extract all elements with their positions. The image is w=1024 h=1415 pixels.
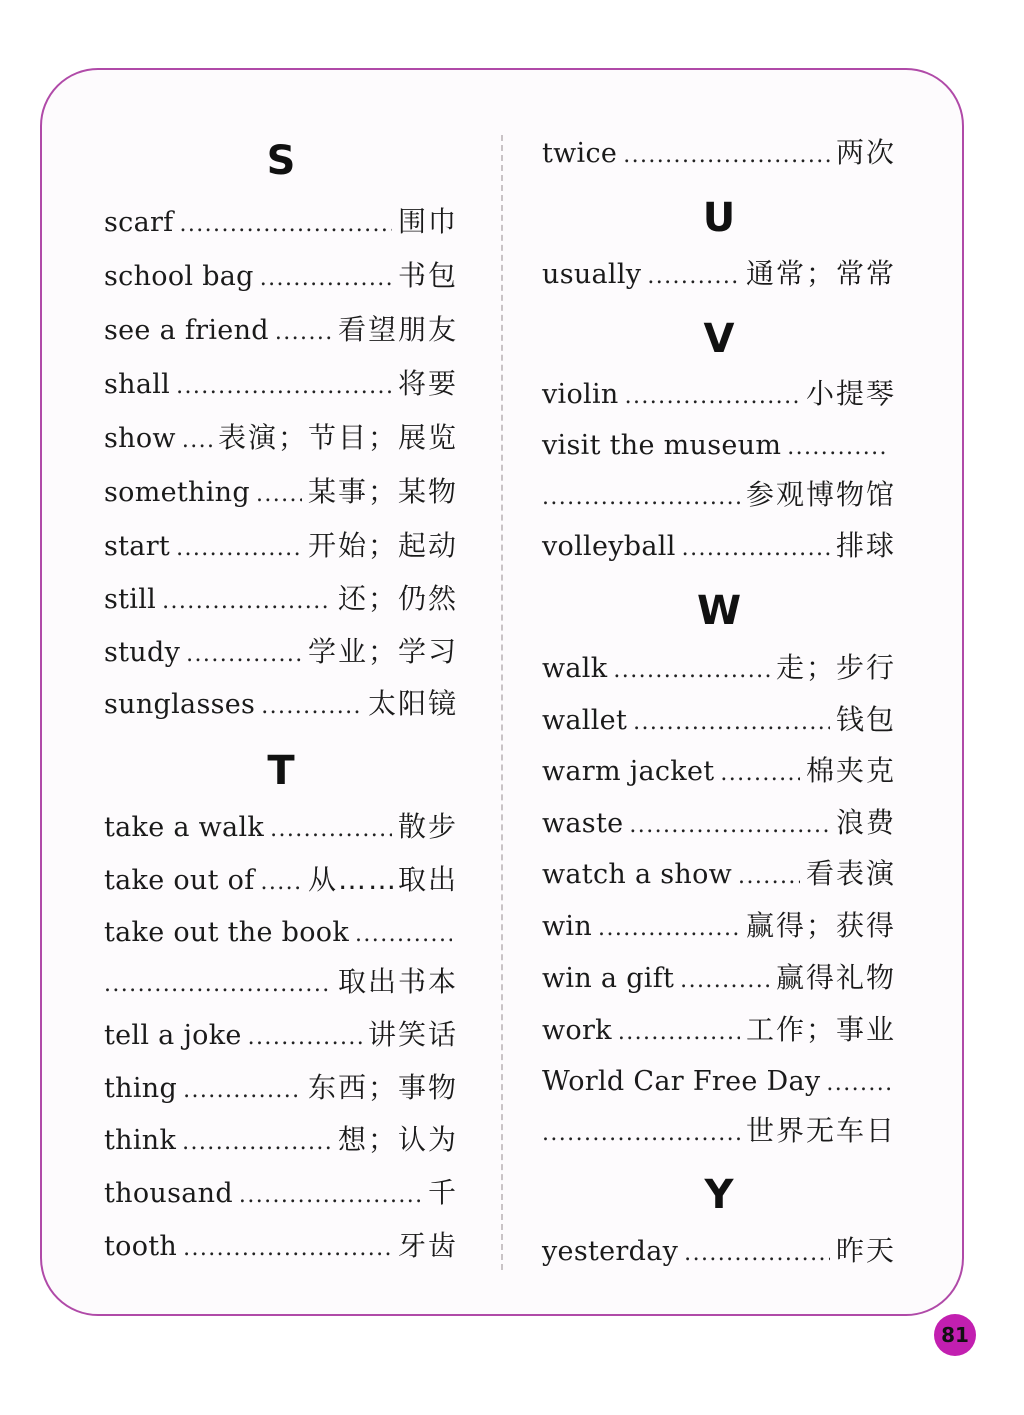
dot-leader [176, 367, 392, 407]
vocab-entry [104, 1120, 458, 1160]
vocab-entry [104, 526, 458, 566]
chinese-meaning: 书包 [397, 259, 458, 292]
vocab-entry [104, 684, 458, 724]
section-letter-t: T [267, 748, 295, 794]
chinese-meaning: 从……取出 [307, 863, 458, 896]
chinese-meaning: 表演；节目；展览 [217, 421, 458, 454]
vocab-entry [104, 256, 458, 296]
english-word: take out of [104, 865, 255, 896]
vocab-entry [104, 632, 458, 672]
chinese-meaning: 棉夹克 [805, 754, 896, 787]
dot-leader [787, 428, 890, 468]
vocab-entry [542, 803, 896, 843]
chinese-meaning: 想；认为 [337, 1123, 458, 1156]
vocab-entry [542, 648, 896, 688]
dot-leader [682, 529, 830, 569]
vocab-entry [542, 906, 896, 946]
vocab-entry [542, 254, 896, 294]
dot-leader [261, 687, 362, 727]
vocab-entry [542, 1010, 896, 1050]
chinese-meaning: 赢得；获得 [745, 909, 896, 942]
english-word: thing [104, 1073, 178, 1104]
english-word: think [104, 1125, 177, 1156]
dot-leader [542, 1114, 740, 1154]
section-letter-u: U [702, 195, 736, 241]
english-word: warm jacket [542, 756, 715, 787]
dot-leader [738, 857, 800, 897]
dot-leader [625, 377, 800, 417]
vocab-entry [104, 913, 458, 953]
english-word: sunglasses [104, 689, 256, 720]
english-word: visit the museum [542, 430, 782, 461]
english-word: win [542, 911, 593, 942]
dot-leader [623, 136, 830, 176]
chinese-meaning: 小提琴 [805, 377, 896, 410]
page-number: 81 [934, 1314, 976, 1356]
chinese-meaning: 两次 [835, 136, 896, 169]
dot-leader [629, 806, 830, 846]
english-word: still [104, 584, 157, 615]
vocab-entry [104, 807, 458, 847]
section-letter-s: S [266, 138, 296, 184]
dot-leader [239, 1176, 422, 1216]
chinese-meaning: 通常；常常 [745, 257, 896, 290]
dot-leader [684, 1234, 830, 1274]
english-word: shall [104, 369, 171, 400]
vocab-entry [104, 579, 458, 619]
english-word: waste [542, 808, 624, 839]
vocab-entry [104, 1226, 458, 1266]
chinese-meaning: 千 [427, 1176, 458, 1209]
dot-leader [275, 313, 332, 353]
vocab-entry [104, 310, 458, 350]
column-divider [501, 135, 503, 1270]
vocab-entry [542, 700, 896, 740]
dot-leader [176, 529, 302, 569]
chinese-meaning: 钱包 [835, 703, 896, 736]
vocab-entry [542, 1111, 896, 1151]
chinese-meaning: 开始；起动 [307, 529, 458, 562]
english-word: yesterday [542, 1236, 679, 1267]
chinese-meaning: 牙齿 [397, 1229, 458, 1262]
vocab-entry [104, 202, 458, 242]
vocab-entry [104, 962, 458, 1002]
dot-leader [182, 421, 212, 461]
vocab-entry [542, 374, 896, 414]
vocab-entry [542, 1062, 896, 1102]
vocab-entry [104, 1015, 458, 1055]
vocab-entry [104, 418, 458, 458]
dot-leader [355, 915, 452, 955]
dot-leader [183, 1229, 392, 1269]
chinese-meaning: 工作；事业 [745, 1013, 896, 1046]
chinese-meaning: 围巾 [397, 205, 458, 238]
dot-leader [256, 475, 302, 515]
vocab-entry [104, 364, 458, 404]
dot-leader [186, 635, 302, 675]
chinese-meaning: 走；步行 [775, 651, 896, 684]
dot-leader [720, 754, 800, 794]
english-word: tell a joke [104, 1020, 242, 1051]
vocab-entry [542, 426, 896, 466]
chinese-meaning: 取出书本 [337, 965, 458, 998]
dot-leader [618, 1013, 740, 1053]
english-word: work [542, 1015, 612, 1046]
dot-leader [270, 810, 392, 850]
english-word: see a friend [104, 315, 269, 346]
english-word: twice [542, 138, 618, 169]
dot-leader [183, 1071, 302, 1111]
english-word: something [104, 477, 250, 508]
chinese-meaning: 还；仍然 [337, 582, 458, 615]
english-word: violin [542, 379, 619, 410]
dot-leader [598, 909, 740, 949]
chinese-meaning: 排球 [835, 529, 896, 562]
section-letter-v: V [703, 316, 735, 362]
dot-leader [633, 703, 830, 743]
english-word: start [104, 531, 171, 562]
english-word: take out the book [104, 917, 350, 948]
english-word: watch a show [542, 859, 733, 890]
dot-leader [182, 1123, 332, 1163]
dot-leader [647, 257, 740, 297]
vocab-entry [542, 958, 896, 998]
english-word: scarf [104, 207, 174, 238]
english-word: win a gift [542, 963, 675, 994]
chinese-meaning: 东西；事物 [307, 1071, 458, 1104]
english-word: thousand [104, 1178, 233, 1209]
vocab-entry [104, 860, 458, 900]
dot-leader [248, 1018, 362, 1058]
dot-leader [260, 259, 392, 299]
dot-leader [104, 965, 332, 1005]
chinese-meaning: 太阳镜 [367, 687, 458, 720]
english-word: show [104, 423, 176, 454]
chinese-meaning: 看表演 [805, 857, 896, 890]
chinese-meaning: 昨天 [835, 1234, 896, 1267]
english-word: study [104, 637, 181, 668]
english-word: take a walk [104, 812, 265, 843]
dot-leader [542, 478, 740, 518]
vocab-entry [542, 133, 896, 173]
english-word: wallet [542, 705, 628, 736]
vocab-entry [542, 475, 896, 515]
chinese-meaning: 学业；学习 [307, 635, 458, 668]
vocab-entry [104, 1173, 458, 1213]
english-word: tooth [104, 1231, 178, 1262]
chinese-meaning: 世界无车日 [745, 1114, 896, 1147]
section-letter-w: W [696, 588, 742, 634]
dot-leader [680, 961, 770, 1001]
dot-leader [826, 1064, 890, 1104]
vocab-entry [542, 526, 896, 566]
vocab-entry [542, 1231, 896, 1271]
vocab-entry [542, 854, 896, 894]
english-word: walk [542, 653, 608, 684]
vocab-entry [104, 1068, 458, 1108]
english-word: volleyball [542, 531, 676, 562]
vocab-entry [542, 751, 896, 791]
chinese-meaning: 赢得礼物 [775, 961, 896, 994]
dot-leader [261, 863, 302, 903]
dot-leader [179, 205, 392, 245]
chinese-meaning: 某事；某物 [307, 475, 458, 508]
section-letter-y: Y [704, 1172, 734, 1218]
chinese-meaning: 浪费 [835, 806, 896, 839]
english-word: school bag [104, 261, 254, 292]
chinese-meaning: 散步 [397, 810, 458, 843]
chinese-meaning: 参观博物馆 [745, 478, 896, 511]
english-word: World Car Free Day [542, 1066, 821, 1097]
dot-leader [613, 651, 770, 691]
chinese-meaning: 讲笑话 [367, 1018, 458, 1051]
chinese-meaning: 看望朋友 [337, 313, 458, 346]
chinese-meaning: 将要 [397, 367, 458, 400]
vocab-entry [104, 472, 458, 512]
english-word: usually [542, 259, 642, 290]
dot-leader [162, 582, 332, 622]
